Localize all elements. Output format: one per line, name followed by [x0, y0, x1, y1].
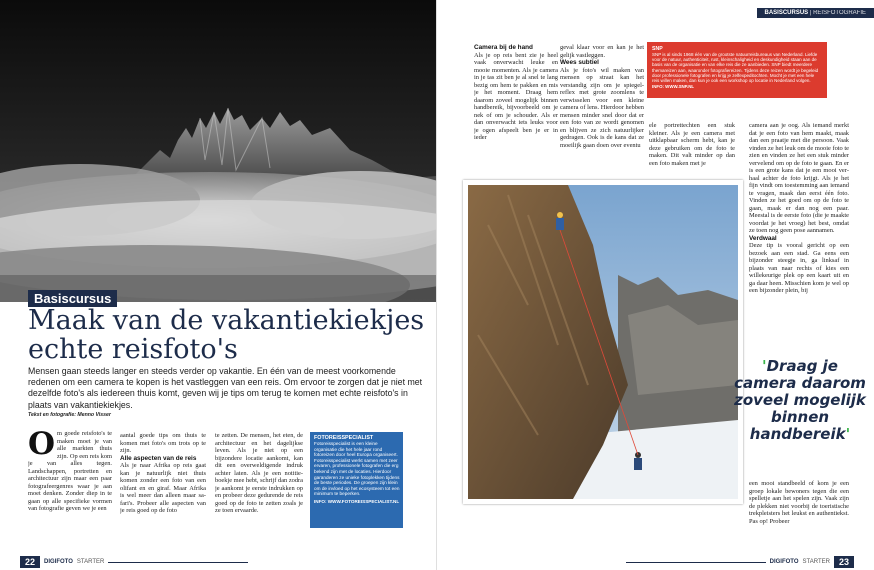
right-column-4 [749, 122, 849, 352]
magazine-brand: DIGIFOTO [769, 559, 799, 565]
column-text: Als je op reis bent zie je heel vaak onverwacht leuke en mooie momenten. Als je camera in je tas zit ben je al snel te lang bezig om hem te pakken en mis je het moment. Draag hem daarom zoveel mogelijk binnen handbereik, bijvoorbeeld om je nek of om je schouder. Als er dan onverwacht iets leuks voor je ogen afspeelt ben je er in ieder [474, 51, 558, 141]
column-text: te zetten. De mensen, het eten, de architectuur en het dagelijkse leven. Als je niet op een bijzondere locatie aankomt, kan dit een overweldigende indruk achter laten. Als je een notitieboekje mee hebt, schrijf dan zodra je aankomt je eerste indrukken op en probeer deze gedurende de reis goed op de foto te zetten zoals je ze toen ervaarde. [215, 432, 303, 514]
quote-text: Draag je camera daarom zoveel mogelijk binnen handbereik [734, 357, 866, 443]
magazine-section: STARTER [76, 559, 105, 565]
snp-title: SNP [652, 46, 663, 52]
infobox-title: FOTOREISSPECIALIST [314, 435, 374, 441]
column-text: geval klaar voor en kan je het gelijk vastleggen. [560, 44, 644, 59]
column-text: ele portrettechten een stuk kleiner. Als je een camera met uitklapbaar scherm hebt, kan je deze gebruiken om de foto te maken. Dit valt minder op dan een foto maken met je [649, 122, 735, 167]
magazine-brand: DIGIFOTO [44, 559, 73, 565]
section-tag-rest: | REISFOTOGRAFIE [809, 10, 866, 16]
magazine-section: STARTER [802, 559, 830, 565]
drop-cap: O [28, 430, 56, 462]
left-column-1 [28, 430, 112, 558]
right-column-4-continued [749, 480, 849, 540]
subheading-subtle: Wees subtiel [560, 59, 599, 66]
section-tag-bold: BASISCURSUS [764, 10, 809, 16]
right-page [437, 0, 874, 570]
section-kicker: Basiscursus [28, 290, 117, 307]
climber-photo [463, 180, 743, 504]
article-headline [28, 306, 428, 364]
left-column-3 [215, 432, 303, 558]
snp-body: SNP is al sinds 1968 één van de grootste natuurreisbureaus van Nederland. Liefde voor de natuur, authenticiteit, rust, kleinschaligheid en deskundigheid staan aan de basis van de organisatie en van elke reis die ze aanbieden. SNP biedt meerdere themareizen aan, waaronder fotografiereizen. Tijdens deze reizen wordt je begeleid door professionele fotografen en krijg je zelfexpeditochten. Mocht je met een hele reis willen maken, dan kun je ook een workshop op locatie in Nederland volgen. [652, 52, 819, 84]
right-column-1 [474, 44, 558, 174]
column-text: m goede reisfoto's te maken moet je van alle markten thuis zijn. Op een reis kom je van alles tegen. Landschappen, portretten en architectuur zijn maar een paar fotografeergenres waar je aan moet denken. Zonder diep in te gaan op alle specifieke vormen van fotografie geven we je een [28, 430, 112, 512]
infobox-link[interactable]: INFO: WWW.FOTOREISSPECIALIST.NL [314, 498, 400, 504]
quote-close-mark: ' [845, 425, 851, 443]
quote-open-mark: ' [762, 357, 767, 375]
snp-link[interactable]: INFO: WWW.SNP.NL [652, 84, 695, 90]
infobox-body: Fotoreisspecialist is een kleine organisatie die het hele jaar rond fotoreizen door heel Europa organiseert. Fotoreisspecialist werkt samen met zeer ervaren, professionele fotografen die erg bekend zijn met de locaties. Hierdoor garanderen ze unieke fotoplekken tijdens de beste periodes. De groepen zijn klein om de invloed op het ecosysteem tot een minimum te beperken. [314, 441, 400, 497]
left-column-2 [120, 432, 206, 558]
page-number: 23 [834, 556, 854, 568]
column-text: aantal goede tips om thuis te komen met foto's om trots op te zijn. [120, 432, 206, 454]
fotoreisspecialist-infobox [310, 432, 403, 528]
intro-paragraph: Mensen gaan steeds langer en steeds verder op vakantie. En één van de meest voorkomende redenen om een camera te kopen is het vastleggen van een reis. Om ervoor te zorgen dat je niet met dezelfde foto's als iedereen thuis komt, geven wij je tips om terug te komen met echte reisfoto's in plaats van vakantiekiekjes. [28, 366, 423, 410]
pull-quote [730, 358, 870, 443]
left-folio [20, 556, 248, 568]
subheading-all-aspects: Alle aspecten van de reis [120, 454, 197, 462]
right-folio [626, 556, 854, 568]
column-text: een mooi standbeeld of kom je een groep lokale bewoners tegen die een spelletje aan het spelen zijn. Vaak zijn de plekken niet voorbij de toeristische trekpleisters het leukst en authentiekst. Pas op! Probeer [749, 480, 849, 525]
rock-climbers-illustration [468, 185, 738, 499]
column-text: Als je foto's wil maken van mensen op straat kan het verstandig zijn om je spiegelreflex met grote zoomlens te verwisselen voor een kleine camera of lens. Hierdoor hebben mensen minder snel door dat er een foto van ze wordt genomen en blijven ze zich natuurlijker gedragen. Ook is de kans dat ze moeilijk gaan doen over eventu [560, 66, 644, 149]
column-text: Als je naar Afrika op reis gaat kan je natuurlijk niet thuis komen zonder een foto van een olifant en en giraf. Maar Afrika is wel meer dan alleen maar safari's. Probeer alle aspecten van je reis goed op de foto [120, 462, 206, 514]
headline-line-1: Maak van de vakantiekiekjes [28, 305, 425, 336]
author-credit: Tekst en fotografie: Menno Visser [28, 412, 111, 418]
folio-rule [108, 562, 248, 563]
right-column-2 [560, 44, 644, 174]
column-text: Deze tip is vooral gericht op een bezoek aan een stad. Ga eens een bijzonder steegje in, ga linksaf in plaats van naar rechts of kies een willekeurige plek op een kaart uit en ga daar heen. Misschien kom je wel op een bijzonder plein, bij [749, 242, 849, 294]
right-column-3 [649, 122, 735, 174]
subheading-camera: Camera bij de hand [474, 44, 533, 51]
folio-rule [626, 562, 766, 563]
headline-line-2: echte reisfoto's [28, 334, 238, 365]
snp-infobox [647, 42, 827, 98]
mountain-illustration [0, 0, 437, 302]
subheading-get-lost: Verdwaal [749, 234, 777, 242]
column-text: camera aan je oog. Als iemand merkt dat je een foto van hem maakt, maak dan een praatje met die persoon. Vaak vinden ze het leuk om de mooie foto te zien en vinden ze het een stuk minder vervelend om op de foto te gaan. En er is een grote kans dat je een mooi verhaal achter de foto krijgt. Als je het fijn vindt om toestemming aan iemand te vragen, maak dan eerst één foto. Vinden ze het goed om op de foto te gaan, maak er dan nog een paar. Meestal is de eerste foto (die je maakte voordat je het vroeg) het best, omdat ze toen nog geen pose aannamen. [749, 122, 849, 234]
page-number: 22 [20, 556, 40, 568]
mountain-hero-photo [0, 0, 437, 302]
section-tag [757, 8, 874, 18]
